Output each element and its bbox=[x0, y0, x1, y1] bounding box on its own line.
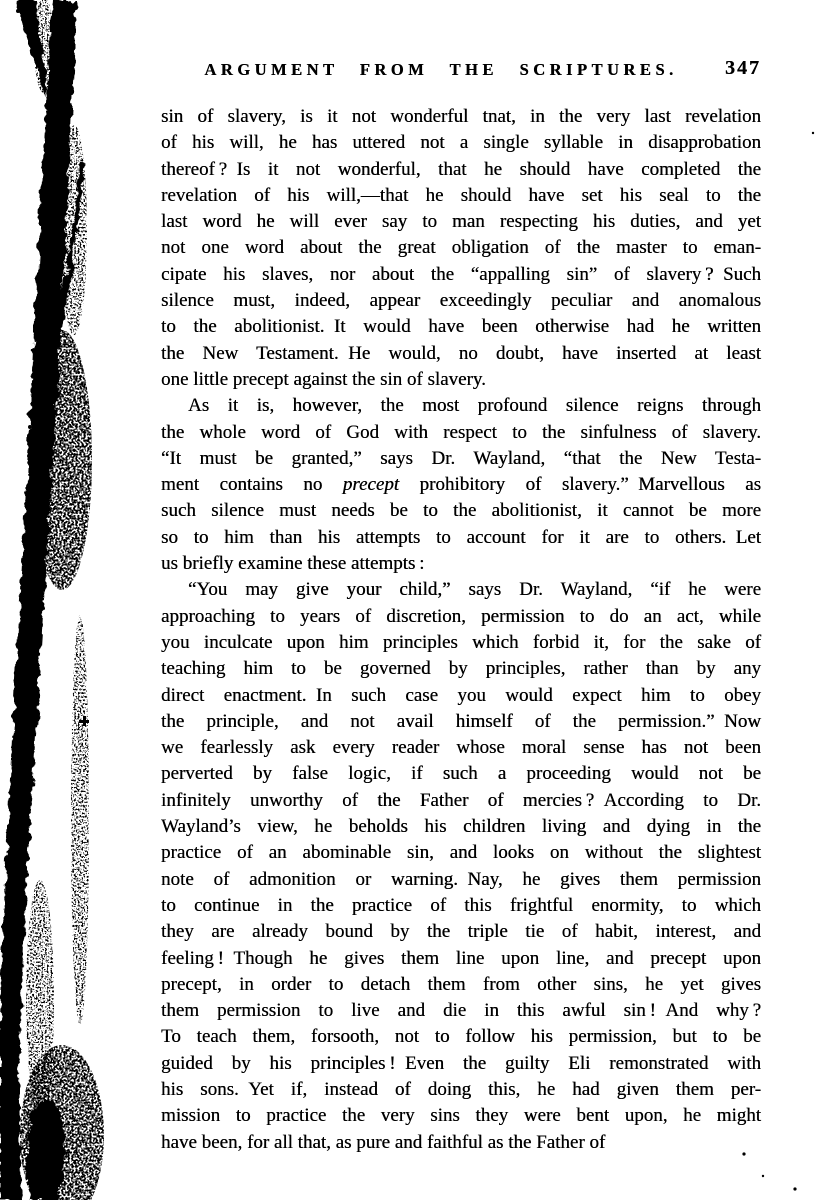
text-line bbox=[161, 577, 761, 603]
text-segment: them permission to live and die in this awful sin ! And why ? bbox=[161, 1000, 761, 1022]
text-segment: teaching him to be governed by principles, rather than by any bbox=[161, 658, 761, 680]
ink-streak-top bbox=[16, 0, 47, 97]
text-segment: one little precept against the sin of slavery. bbox=[161, 368, 486, 390]
text-segment: not one word about the great obligation of the master to eman- bbox=[161, 237, 761, 259]
text-segment: so to him than his attempts to account for it are to others. Let bbox=[161, 526, 761, 548]
text-segment: guided by his principles ! Even the guilty Eli remonstrated with bbox=[161, 1052, 761, 1074]
text-line bbox=[161, 209, 761, 235]
text-line bbox=[161, 1103, 761, 1129]
text-line bbox=[161, 157, 761, 183]
text-line bbox=[161, 341, 761, 367]
emphasized-text: precept bbox=[342, 474, 400, 496]
text-segment: direct enactment. In such case you would expect him to obey bbox=[161, 684, 761, 706]
page-header bbox=[161, 57, 761, 86]
ink-streak-main bbox=[0, 0, 76, 1200]
text-line bbox=[161, 709, 761, 735]
text-line bbox=[161, 788, 761, 814]
text-line bbox=[161, 683, 761, 709]
text-line bbox=[161, 314, 761, 340]
text-segment: note of admonition or warning. Nay, he gives them permission bbox=[161, 868, 761, 890]
text-line bbox=[161, 498, 761, 524]
text-line bbox=[161, 946, 761, 972]
text-line bbox=[161, 525, 761, 551]
text-line bbox=[161, 840, 761, 866]
text-segment: perverted by false logic, if such a proceeding would not be bbox=[161, 763, 761, 785]
speckle-cloud bbox=[71, 615, 89, 1025]
ink-blob-bottom bbox=[27, 1100, 65, 1200]
text-line bbox=[161, 262, 761, 288]
text-segment: infinitely unworthy of the Father of mercies ? According to Dr. bbox=[161, 789, 761, 811]
speckle-cloud bbox=[26, 880, 54, 1120]
text-line bbox=[161, 919, 761, 945]
text-line bbox=[161, 893, 761, 919]
text-segment: thereof ? Is it not wonderful, that he should have completed the bbox=[161, 158, 761, 180]
text-segment: ment contains no bbox=[161, 474, 343, 496]
text-line bbox=[161, 1077, 761, 1103]
text-line bbox=[161, 130, 761, 156]
text-segment: mission to practice the very sins they were bent upon, he might bbox=[161, 1105, 761, 1127]
text-segment: “You may give your child,” says Dr. Wayland, “if he were bbox=[188, 579, 761, 601]
text-line bbox=[161, 1130, 761, 1156]
text-line bbox=[161, 998, 761, 1024]
text-segment: the whole word of God with respect to the sinfulness of slavery. bbox=[161, 421, 761, 443]
text-line bbox=[161, 735, 761, 761]
text-segment: have been, for all that, as pure and faithful as the Father of bbox=[161, 1131, 606, 1153]
running-title: ARGUMENT FROM THE SCRIPTURES. bbox=[204, 60, 678, 79]
text-segment: you inculcate upon him principles which forbid it, for the sake of bbox=[161, 631, 761, 653]
paragraph bbox=[161, 104, 761, 393]
text-line bbox=[161, 551, 761, 577]
text-line bbox=[161, 1024, 761, 1050]
text-segment: “It must be granted,” says Dr. Wayland, “that the New Testa- bbox=[161, 447, 761, 469]
text-segment: As it is, however, the most profound silence reigns through bbox=[188, 395, 761, 417]
speckle-cloud bbox=[61, 125, 87, 335]
text-segment: the New Testament. He would, no doubt, have inserted at least bbox=[161, 342, 761, 364]
text-line bbox=[161, 972, 761, 998]
speckle-cloud bbox=[20, 1045, 104, 1200]
paragraph bbox=[161, 393, 761, 577]
text-line bbox=[161, 630, 761, 656]
text-segment: feeling ! Though he gives them line upon line, and precept upon bbox=[161, 947, 761, 969]
speckle-cloud bbox=[34, 0, 54, 93]
text-line bbox=[161, 656, 761, 682]
text-line bbox=[161, 1051, 761, 1077]
text-segment: us briefly examine these attempts : bbox=[161, 553, 425, 575]
text-segment: such silence must needs be to the abolitionist, it cannot be more bbox=[161, 500, 761, 522]
text-line bbox=[161, 235, 761, 261]
text-line bbox=[161, 814, 761, 840]
speckle-cloud bbox=[32, 330, 92, 590]
text-segment: cipate his slaves, nor about the “appalling sin” of slavery ? Such bbox=[161, 263, 761, 285]
text-segment: prohibitory of slavery.” Marvellous as bbox=[399, 474, 762, 496]
text-segment: practice of an abominable sin, and looks on without the slightest bbox=[161, 842, 761, 864]
text-segment: we fearlessly ask every reader whose moral sense has not been bbox=[161, 737, 761, 759]
paragraph bbox=[161, 577, 761, 1156]
text-segment: revelation of his will,—that he should have set his seal to the bbox=[161, 184, 761, 206]
text-segment: sin of slavery, is it not wonderful tnat, in the very last revelation bbox=[161, 106, 761, 127]
text-segment: to continue in the practice of this frightful enormity, to which bbox=[161, 894, 761, 916]
text-line bbox=[161, 472, 761, 498]
ink-streak-diagonal bbox=[56, 161, 85, 335]
page-number: 347 bbox=[725, 57, 761, 79]
text-line bbox=[161, 104, 761, 130]
text-line bbox=[161, 604, 761, 630]
page-body bbox=[161, 104, 761, 1156]
text-segment: last word he will ever say to man respecting his duties, and yet bbox=[161, 211, 761, 233]
text-segment: silence must, indeed, appear exceedingly peculiar and anomalous bbox=[161, 290, 761, 312]
text-line bbox=[161, 761, 761, 787]
text-segment: they are already bound by the triple tie of habit, interest, and bbox=[161, 921, 761, 943]
text-line bbox=[161, 288, 761, 314]
text-line bbox=[161, 446, 761, 472]
text-segment: of his will, he has uttered not a single syllable in disapprobation bbox=[161, 132, 761, 154]
text-line bbox=[161, 867, 761, 893]
text-line bbox=[161, 367, 761, 393]
text-line bbox=[161, 420, 761, 446]
text-segment: his sons. Yet if, instead of doing this, he had given them per- bbox=[161, 1078, 761, 1100]
text-segment: Wayland’s view, he beholds his children living and dying in the bbox=[161, 816, 761, 838]
text-segment: to the abolitionist. It would have been otherwise had he written bbox=[161, 316, 761, 338]
text-segment: To teach them, forsooth, not to follow his permission, but to be bbox=[161, 1026, 761, 1048]
text-segment: approaching to years of discretion, permission to do an act, while bbox=[161, 605, 761, 627]
text-line bbox=[161, 393, 761, 419]
text-segment: precept, in order to detach them from other sins, he yet gives bbox=[161, 973, 761, 995]
text-segment: the principle, and not avail himself of the permission.” Now bbox=[161, 710, 761, 732]
text-line bbox=[161, 183, 761, 209]
